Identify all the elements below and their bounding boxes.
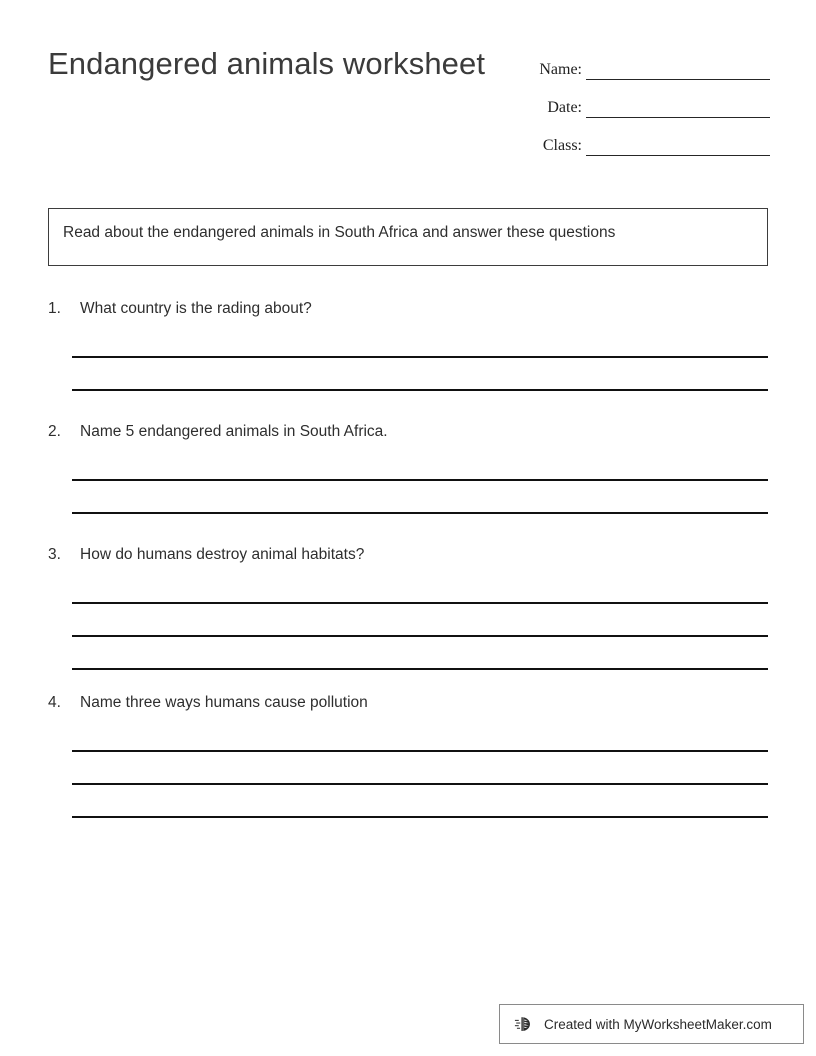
class-label: Class:: [542, 137, 582, 154]
answer-line[interactable]: [72, 635, 768, 637]
answer-line[interactable]: [72, 783, 768, 785]
question-heading: [0, 423, 816, 457]
instructions-box: [48, 208, 768, 266]
question-heading: [0, 300, 816, 334]
questions-list: [0, 300, 816, 818]
question-number: 3.: [48, 546, 61, 563]
answer-line[interactable]: [72, 479, 768, 481]
question-number: 4.: [48, 694, 61, 711]
question-text: What country is the rading about?: [80, 300, 312, 317]
class-input-line[interactable]: [586, 155, 770, 156]
answer-area: [0, 602, 816, 670]
answer-line[interactable]: [72, 816, 768, 818]
page-title: Endangered animals worksheet: [48, 46, 486, 81]
created-with-badge[interactable]: [499, 1004, 804, 1044]
question-item: [0, 694, 816, 818]
date-label: Date:: [547, 99, 582, 116]
answer-area: [0, 356, 816, 391]
answer-line[interactable]: [72, 668, 768, 670]
question-number: 2.: [48, 423, 61, 440]
question-heading: [0, 546, 816, 580]
answer-line[interactable]: [72, 512, 768, 514]
answer-line[interactable]: [72, 750, 768, 752]
answer-line[interactable]: [72, 389, 768, 391]
question-item: [0, 300, 816, 391]
instructions-text: Read about the endangered animals in South Africa and answer these questions: [63, 224, 616, 241]
student-info-block: [520, 48, 770, 162]
student-info-row-date: [520, 86, 770, 124]
question-item: [0, 546, 816, 670]
created-with-text: Created with MyWorksheetMaker.com: [544, 1016, 772, 1032]
student-info-row-class: [520, 124, 770, 162]
question-heading: [0, 694, 816, 728]
student-info-row-name: [520, 48, 770, 86]
answer-area: [0, 750, 816, 818]
answer-line[interactable]: [72, 602, 768, 604]
question-text: How do humans destroy animal habitats?: [80, 546, 365, 563]
worksheet-header: [0, 0, 816, 180]
name-input-line[interactable]: [586, 79, 770, 80]
question-number: 1.: [48, 300, 61, 317]
answer-line[interactable]: [72, 356, 768, 358]
answer-area: [0, 479, 816, 514]
worksheet-maker-logo-icon: [514, 1013, 536, 1035]
question-item: [0, 423, 816, 514]
question-text: Name 5 endangered animals in South Africa.: [80, 423, 388, 440]
date-input-line[interactable]: [586, 117, 770, 118]
question-text: Name three ways humans cause pollution: [80, 694, 368, 711]
name-label: Name:: [539, 61, 582, 78]
